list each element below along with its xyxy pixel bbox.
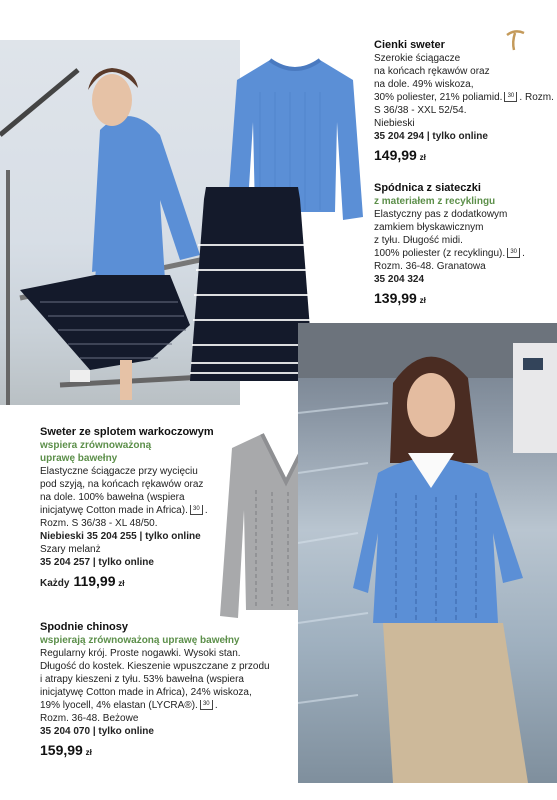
product-price: 159,99	[40, 742, 83, 758]
currency: zł	[419, 153, 426, 162]
product-code: 35 204 324	[374, 274, 425, 285]
currency: zł	[85, 748, 92, 757]
eco-claim: wspierają zrównoważoną uprawę bawełny	[40, 635, 240, 646]
product-description: Szerokie ściągacze na końcach rękawów oraz na dole. 49% wiskoza, 30% poliester, 21% poliamid. 30 . Rozm. S 36/38 - XXL 52/54. Niebieski	[374, 53, 554, 129]
eco-claim: uprawę bawełny	[40, 453, 118, 464]
product-code: 35 204 294 | tylko online	[374, 131, 488, 142]
product-code: 35 204 070 | tylko online	[40, 726, 154, 737]
product-price: 139,99	[374, 290, 417, 306]
currency: zł	[118, 579, 125, 588]
eco-claim: z materiałem z recyklingu	[374, 196, 496, 207]
currency: zł	[419, 296, 426, 305]
product-name: Spodnie chinosy	[40, 621, 129, 633]
product-cable-sweater	[40, 425, 230, 590]
eco-claim: wspiera zrównoważoną	[40, 440, 152, 451]
product-color: Szary melanż	[40, 544, 101, 555]
product-description: Elastyczne ściągacze przy wycięciu pod szyją, na końcach rękawów oraz na dole. 100% bawełna (wspiera inicjatywę Cotton made in Africa). 30 . Rozm. S 36/38 - XL 48/50.	[40, 466, 208, 529]
navy-skirt-image	[188, 185, 316, 385]
product-chinos	[40, 620, 295, 759]
product-price: 119,99	[73, 573, 116, 589]
wash-care-icon: 30	[190, 505, 203, 515]
product-price: 149,99	[374, 147, 417, 163]
product-description: Regularny krój. Proste nogawki. Wysoki stan. Długość do kostek. Kieszenie wpuszczane z przodu i atrapy kieszeni z tyłu. 53% bawełna (wspiera inicjatywę Cotton made in Africa), 24% wiskoza, 19% lyocell, 4% elastan (LYCRA®). 30 . Rozm. 36-48. Beżowe	[40, 648, 270, 724]
product-mesh-skirt	[374, 181, 554, 307]
product-code: 35 204 257 | tylko online	[40, 557, 154, 568]
product-name: Sweter ze splotem warkoczowym	[40, 426, 214, 438]
product-description: Elastyczny pas z dodatkowym zamkiem błyskawicznym z tyłu. Długość midi. 100% poliester (z recyklingu). 30 . Rozm. 36-48. Granatowa	[374, 209, 525, 272]
model-photo-cable-sweater	[298, 323, 557, 783]
product-name: Spódnica z siateczki	[374, 182, 481, 194]
product-name: Cienki sweter	[374, 39, 445, 51]
wash-care-icon: 30	[200, 700, 213, 710]
product-code: Niebieski 35 204 255 | tylko online	[40, 531, 201, 542]
wash-care-icon: 30	[507, 248, 520, 258]
each-label: Każdy	[40, 578, 70, 589]
wash-care-icon: 30	[504, 92, 517, 102]
product-thin-sweater	[374, 38, 554, 164]
